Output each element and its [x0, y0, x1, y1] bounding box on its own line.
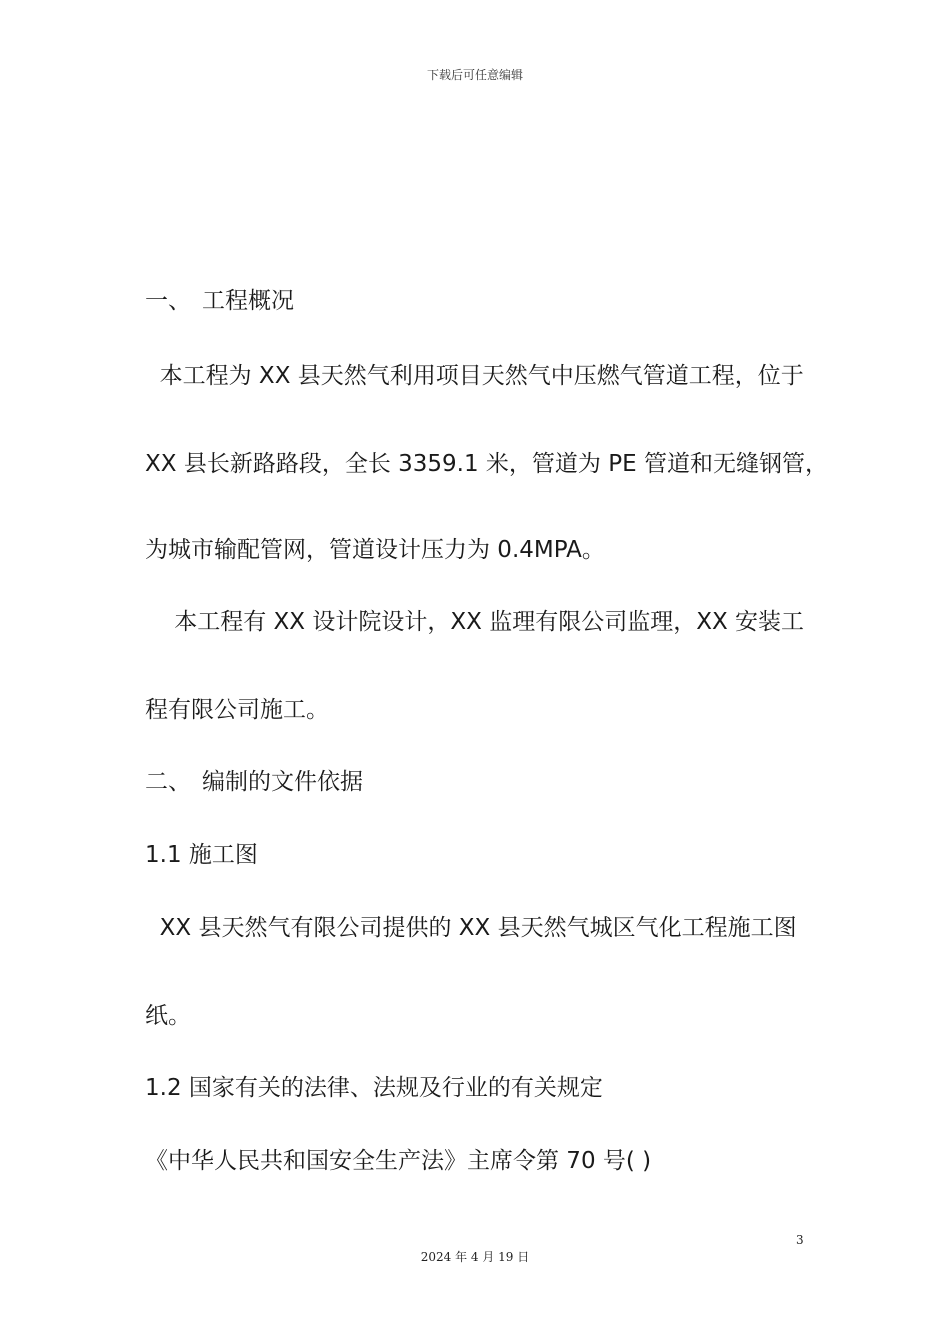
body-text-line: XX 县长新路路段，全长 3359.1 米，管道为 PE 管道和无缝钢管， — [145, 451, 828, 477]
body-text-line: 程有限公司施工。 — [145, 697, 329, 723]
section-heading-basis — [145, 767, 363, 797]
subsection-title: 1.1 施工图 — [145, 842, 258, 868]
body-text-line: 本工程为 XX 县天然气利用项目天然气中压燃气管道工程，位于 — [145, 363, 804, 389]
section-title: 工程概况 — [202, 288, 294, 314]
section-heading-overview — [145, 286, 294, 316]
page-number: 3 — [796, 1233, 804, 1247]
body-text-line: 本工程有 XX 设计院设计，XX 监理有限公司监理，XX 安装工 — [145, 609, 805, 635]
body-text-line: 为城市输配管网，管道设计压力为 0.4MPA。 — [145, 537, 605, 563]
footer-date: 2024 年 4 月 19 日 — [420, 1250, 530, 1264]
header-note: 下载后可任意编辑 — [426, 68, 523, 82]
section-number: 一、 — [145, 288, 191, 314]
regulation-item: 《中华人民共和国安全生产法》主席令第 70 号( ) — [145, 1148, 652, 1174]
body-text-line: 纸。 — [145, 1003, 191, 1029]
section-number: 二、 — [145, 769, 191, 795]
subsection-title: 1.2 国家有关的法律、法规及行业的有关规定 — [145, 1075, 603, 1101]
body-text-line: XX 县天然气有限公司提供的 XX 县天然气城区气化工程施工图 — [145, 915, 797, 941]
section-title: 编制的文件依据 — [202, 769, 363, 795]
